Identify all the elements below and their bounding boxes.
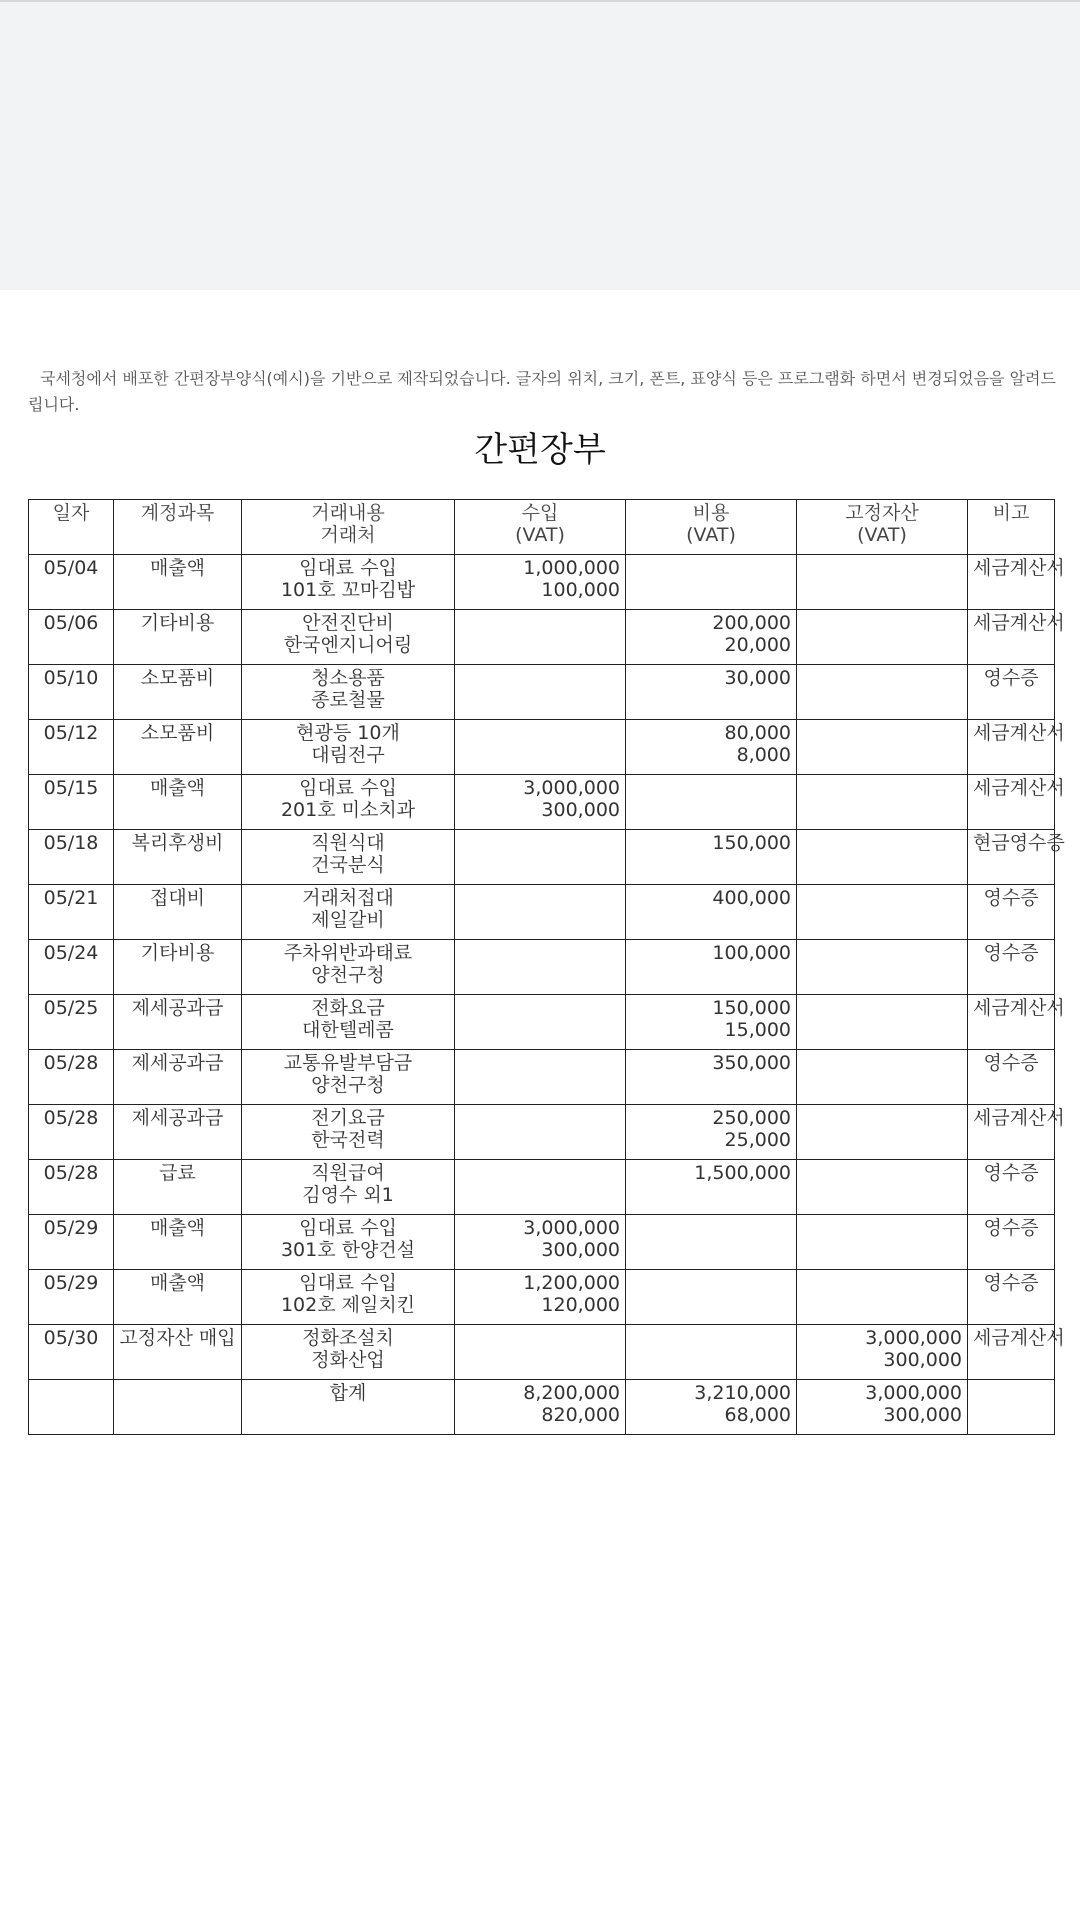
cell-note: 세금계산서	[968, 775, 1055, 830]
cell-fixed-asset	[797, 555, 968, 610]
notice-text: 국세청에서 배포한 간편장부양식(예시)을 기반으로 제작되었습니다. 글자의 위치, 크기, 폰트, 표양식 등은 프로그램화 하면서 변경되었음을 알려드립니다.	[28, 369, 1056, 414]
cell-description: 전화요금 대한텔레콤	[242, 995, 455, 1050]
cell-account: 매출액	[114, 1215, 242, 1270]
cell-date: 05/30	[29, 1325, 114, 1380]
table-header-row	[29, 500, 1055, 555]
header-fixed-asset: 고정자산 (VAT)	[797, 500, 968, 555]
cell-description: 임대료 수입 102호 제일치킨	[242, 1270, 455, 1325]
cell-date: 05/28	[29, 1105, 114, 1160]
cell-income	[455, 610, 626, 665]
cell-account: 제세공과금	[114, 995, 242, 1050]
cell-income: 8,200,000 820,000	[455, 1380, 626, 1435]
cell-description: 임대료 수입 301호 한양건설	[242, 1215, 455, 1270]
cell-date: 05/29	[29, 1215, 114, 1270]
cell-expense: 1,500,000	[626, 1160, 797, 1215]
cell-income: 1,000,000 100,000	[455, 555, 626, 610]
cell-note: 영수증	[968, 665, 1055, 720]
cell-expense: 350,000	[626, 1050, 797, 1105]
table-row	[29, 555, 1055, 610]
cell-fixed-asset	[797, 775, 968, 830]
cell-note: 영수증	[968, 1160, 1055, 1215]
cell-fixed-asset	[797, 665, 968, 720]
cell-expense: 3,210,000 68,000	[626, 1380, 797, 1435]
table-row	[29, 995, 1055, 1050]
cell-income: 3,000,000 300,000	[455, 1215, 626, 1270]
cell-date: 05/15	[29, 775, 114, 830]
cell-description: 임대료 수입 201호 미소치과	[242, 775, 455, 830]
header-expense: 비용 (VAT)	[626, 500, 797, 555]
cell-date: 05/25	[29, 995, 114, 1050]
header-account: 계정과목	[114, 500, 242, 555]
ledger-table	[28, 499, 1065, 1435]
cell-fixed-asset	[797, 1105, 968, 1160]
cell-fixed-asset	[797, 995, 968, 1050]
cell-expense	[626, 1270, 797, 1325]
cell-expense: 30,000	[626, 665, 797, 720]
cell-fixed-asset	[797, 720, 968, 775]
cell-note	[968, 1380, 1055, 1435]
cell-date: 05/28	[29, 1160, 114, 1215]
cell-date: 05/21	[29, 885, 114, 940]
cell-date: 05/29	[29, 1270, 114, 1325]
cell-income	[455, 1050, 626, 1105]
cell-income	[455, 1105, 626, 1160]
cell-note: 세금계산서	[968, 610, 1055, 665]
cell-note: 세금계산서	[968, 720, 1055, 775]
page-title: 간편장부	[474, 430, 606, 470]
table-row	[29, 775, 1055, 830]
cell-expense: 80,000 8,000	[626, 720, 797, 775]
cell-description: 합계	[242, 1380, 455, 1435]
table-row	[29, 1325, 1055, 1380]
cell-note: 현금영수증	[968, 830, 1055, 885]
cell-date: 05/04	[29, 555, 114, 610]
cell-income: 1,200,000 120,000	[455, 1270, 626, 1325]
cell-expense: 100,000	[626, 940, 797, 995]
cell-fixed-asset	[797, 830, 968, 885]
table-row	[29, 1270, 1055, 1325]
cell-note: 세금계산서	[968, 1105, 1055, 1160]
cell-income	[455, 1160, 626, 1215]
cell-note: 영수증	[968, 940, 1055, 995]
cell-description: 정화조설치 정화산업	[242, 1325, 455, 1380]
cell-fixed-asset	[797, 940, 968, 995]
cell-description: 전기요금 한국전력	[242, 1105, 455, 1160]
header-note: 비고	[968, 500, 1055, 555]
cell-account: 복리후생비	[114, 830, 242, 885]
cell-expense	[626, 555, 797, 610]
cell-fixed-asset	[797, 1270, 968, 1325]
cell-description: 교통유발부담금 양천구청	[242, 1050, 455, 1105]
cell-fixed-asset: 3,000,000 300,000	[797, 1325, 968, 1380]
cell-expense	[626, 1325, 797, 1380]
cell-date: 05/12	[29, 720, 114, 775]
cell-date: 05/06	[29, 610, 114, 665]
cell-expense: 400,000	[626, 885, 797, 940]
header-date: 일자	[29, 500, 114, 555]
cell-account	[114, 1380, 242, 1435]
cell-income	[455, 720, 626, 775]
table-row	[29, 940, 1055, 995]
cell-account: 매출액	[114, 555, 242, 610]
cell-fixed-asset	[797, 885, 968, 940]
cell-account: 매출액	[114, 1270, 242, 1325]
table-row	[29, 1050, 1055, 1105]
cell-income: 3,000,000 300,000	[455, 775, 626, 830]
cell-fixed-asset	[797, 1215, 968, 1270]
table-row	[29, 1160, 1055, 1215]
cell-fixed-asset: 3,000,000 300,000	[797, 1380, 968, 1435]
cell-fixed-asset	[797, 1160, 968, 1215]
cell-note: 영수증	[968, 1050, 1055, 1105]
cell-account: 소모품비	[114, 720, 242, 775]
cell-expense	[626, 775, 797, 830]
cell-note: 영수증	[968, 1270, 1055, 1325]
cell-income	[455, 885, 626, 940]
header-description: 거래내용 거래처	[242, 500, 455, 555]
cell-note: 세금계산서	[968, 555, 1055, 610]
cell-description: 현광등 10개 대림전구	[242, 720, 455, 775]
cell-income	[455, 940, 626, 995]
cell-account: 제세공과금	[114, 1105, 242, 1160]
cell-note: 세금계산서	[968, 995, 1055, 1050]
cell-date: 05/24	[29, 940, 114, 995]
total-row	[29, 1380, 1055, 1435]
cell-account: 기타비용	[114, 610, 242, 665]
cell-expense: 250,000 25,000	[626, 1105, 797, 1160]
cell-description: 거래처접대 제일갈비	[242, 885, 455, 940]
cell-fixed-asset	[797, 610, 968, 665]
table-row	[29, 1105, 1055, 1160]
cell-expense: 200,000 20,000	[626, 610, 797, 665]
cell-account: 고정자산 매입	[114, 1325, 242, 1380]
cell-description: 청소용품 종로철물	[242, 665, 455, 720]
cell-expense: 150,000	[626, 830, 797, 885]
cell-description: 안전진단비 한국엔지니어링	[242, 610, 455, 665]
cell-expense: 150,000 15,000	[626, 995, 797, 1050]
cell-note: 영수증	[968, 1215, 1055, 1270]
header-income: 수입 (VAT)	[455, 500, 626, 555]
cell-date: 05/10	[29, 665, 114, 720]
table-row	[29, 665, 1055, 720]
cell-account: 기타비용	[114, 940, 242, 995]
cell-income	[455, 665, 626, 720]
cell-account: 급료	[114, 1160, 242, 1215]
cell-date: 05/28	[29, 1050, 114, 1105]
cell-account: 매출액	[114, 775, 242, 830]
cell-account: 소모품비	[114, 665, 242, 720]
cell-income	[455, 1325, 626, 1380]
cell-date	[29, 1380, 114, 1435]
table-row	[29, 885, 1055, 940]
cell-account: 제세공과금	[114, 1050, 242, 1105]
cell-account: 접대비	[114, 885, 242, 940]
cell-date: 05/18	[29, 830, 114, 885]
cell-description: 임대료 수입 101호 꼬마김밥	[242, 555, 455, 610]
cell-expense	[626, 1215, 797, 1270]
table-row	[29, 1215, 1055, 1270]
cell-description: 주차위반과태료 양천구청	[242, 940, 455, 995]
cell-description: 직원급여 김영수 외1	[242, 1160, 455, 1215]
table-row	[29, 610, 1055, 665]
cell-fixed-asset	[797, 1050, 968, 1105]
table-row	[29, 720, 1055, 775]
cell-note: 세금계산서	[968, 1325, 1055, 1380]
cell-income	[455, 995, 626, 1050]
cell-description: 직원식대 건국분식	[242, 830, 455, 885]
top-blank-area	[0, 0, 1080, 290]
cell-income	[455, 830, 626, 885]
cell-note: 영수증	[968, 885, 1055, 940]
table-row	[29, 830, 1055, 885]
